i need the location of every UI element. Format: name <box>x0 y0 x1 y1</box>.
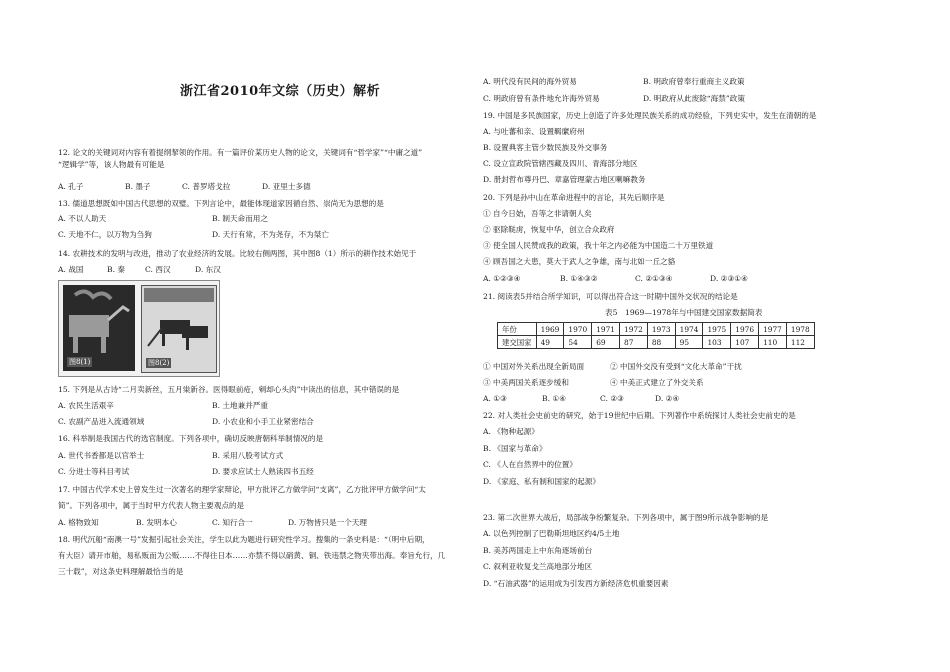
table-cell: 1972 <box>620 323 648 336</box>
q17-option-c: C. 知行合一 <box>212 518 253 527</box>
table-cell: 112 <box>786 336 814 349</box>
figure-8-2-caption: 图8(2) <box>148 359 170 367</box>
q15-option-d: D. 小农业和小手工业紧密结合 <box>212 417 314 426</box>
q17-text-2: 简”。下列各项中，属于当时甲方代表人物主要观点的是 <box>58 501 245 510</box>
table-cell: 年份 <box>498 323 537 336</box>
q17-option-a: A. 格物致知 <box>58 518 99 527</box>
q14-option-c: C. 西汉 <box>145 265 171 274</box>
q21-option-d: D. ②④ <box>655 394 680 403</box>
q18-option-c: C. 明政府曾有条件地允许海外贸易 <box>483 94 600 103</box>
table-cell: 49 <box>536 336 564 349</box>
q22-option-b: B. 《国家与革命》 <box>483 444 547 453</box>
q12-option-a: A. 孔子 <box>58 182 84 191</box>
figure-8-1-image <box>63 285 135 371</box>
table-cell: 88 <box>647 336 675 349</box>
q20-option-d: D. ②③①④ <box>710 274 748 283</box>
q21-item-3: ③ 中美两国关系逐步缓和 <box>483 378 569 387</box>
q20-item-4: ④ 顾吾国之大患，莫大于武人之争雄，南与北如一丘之貉 <box>483 257 676 266</box>
table-cell: 1974 <box>675 323 703 336</box>
figure-8-1-caption: 图8(1) <box>69 358 91 366</box>
q23-option-d: D. “石油武器”的运用成为引发西方新经济危机重要因素 <box>483 579 669 588</box>
q12-option-d: D. 亚里士多德 <box>262 182 311 191</box>
q20-item-1: ① 自今日始，吾等之非请朝人矣 <box>483 209 592 218</box>
q21-option-b: B. ①④ <box>542 394 567 403</box>
table-cell: 110 <box>759 336 787 349</box>
q18-text-2: 有大臣）请开市舶，易私贩而为公贩……不得往日本……亦禁不得以硝黄、铜、铁违禁之物夹带出海。奉旨允行，几 <box>58 551 446 560</box>
q13-option-c: C. 天地不仁，以万物为刍狗 <box>58 230 152 239</box>
q16-text: 16. 科举制是我国古代的选官制度。下列各项中，确切反映唐朝科举制情况的是 <box>58 434 324 443</box>
q20-option-a: A. ①②③④ <box>483 274 521 283</box>
q18-option-b: B. 明政府曾奉行重商主义政策 <box>643 77 745 86</box>
q19-option-b: B. 设置典客主管少数民族及外交事务 <box>483 143 608 152</box>
table-cell: 95 <box>675 336 703 349</box>
q13-option-a: A. 不以人助天 <box>58 214 107 223</box>
q15-option-a: A. 农民生活艰辛 <box>58 401 114 410</box>
q20-option-c: C. ②①③④ <box>635 274 673 283</box>
q12-option-b: B. 墨子 <box>125 182 151 191</box>
q14-option-d: D. 东汉 <box>195 265 221 274</box>
table-cell: 1969 <box>536 323 564 336</box>
q13-text: 13. 儒道思想既如中国古代思想的双璧。下列言论中，最能体现道家因循自然、崇尚无为思想的是 <box>58 199 384 208</box>
q22-option-d: D. 《家庭、私有制和国家的起源》 <box>483 477 600 486</box>
q18-text-3: 三十载”，对这条史料理解最恰当的是 <box>58 567 184 576</box>
table-cell: 1973 <box>647 323 675 336</box>
table-cell: 69 <box>592 336 620 349</box>
q15-text: 15. 下列是从古诗“二月卖新丝，五月粜新谷。医得眼前疮，剜却心头肉”中读出的信息，其中错误的是 <box>58 385 400 394</box>
q16-option-c: C. 分进士等科目考试 <box>58 467 130 476</box>
table-cell: 87 <box>620 336 648 349</box>
q23-text: 23. 第二次世界大战后，局部战争纷繁复杂。下列各项中，属于图9所示战争影响的是 <box>483 513 769 522</box>
q12-option-c: C. 普罗塔戈拉 <box>182 182 231 191</box>
q14-option-b: B. 秦 <box>107 265 126 274</box>
table-row <box>498 336 815 349</box>
q19-text: 19. 中国是多民族国家，历史上创造了许多处理民族关系的成功经验，下列史实中，发生在清朝的是 <box>483 111 817 120</box>
q19-option-d: D. 册封哲布尊丹巴、章嘉管理蒙古地区喇嘛教务 <box>483 175 646 184</box>
table-cell: 建交国家 <box>498 336 537 349</box>
q16-option-d: D. 要求应试士人熟读四书五经 <box>212 467 314 476</box>
table-cell: 1976 <box>731 323 759 336</box>
q13-option-d: D. 天行有常，不为尧存，不为桀亡 <box>212 230 329 239</box>
q15-option-b: B. 土地兼并严重 <box>212 401 268 410</box>
q12-text-1: 12. 论文的关键词对内容有着提纲挈领的作用。有一篇评价某历史人物的论文，关键词有“哲学家”“中庸之道” <box>58 148 423 157</box>
q15-option-c: C. 农副产品进入流通领域 <box>58 417 145 426</box>
table-cell: 1970 <box>564 323 592 336</box>
q21-item-2: ② 中国外交没有受到“文化大革命”干扰 <box>610 362 742 371</box>
table-cell: 1975 <box>703 323 731 336</box>
q19-option-c: C. 设立宣政院管辖西藏及四川、青海部分地区 <box>483 159 638 168</box>
table-cell: 107 <box>731 336 759 349</box>
table-caption: 表5 1969—1978年与中国建交国家数据简表 <box>605 308 763 317</box>
q22-text: 22. 对人类社会史前史的研究，始于19世纪中后期。下列著作中系统探讨人类社会史前史的是 <box>483 411 796 420</box>
q16-option-a: A. 世代书香都是以官举士 <box>58 451 145 460</box>
q12-text-2: “逻辑学”等，该人物最有可能是 <box>58 160 165 169</box>
table-cell: 103 <box>703 336 731 349</box>
page-title: 浙江省2010年文综（历史）解析 <box>180 84 381 99</box>
q20-text: 20. 下列是孙中山在革命进程中的言论，其先后顺序是 <box>483 193 665 202</box>
figure-8-farming-images <box>58 280 220 377</box>
q17-option-d: D. 万物皆只是一个天理 <box>288 518 367 527</box>
q18-option-d: D. 明政府从此废除“海禁”政策 <box>643 94 745 103</box>
q16-option-b: B. 采用八股考试方式 <box>212 451 284 460</box>
q19-option-a: A. 与吐蕃和亲、设置羁縻府州 <box>483 127 585 136</box>
q23-option-a: A. 以色列控制了巴勒斯坦地区约4/5土地 <box>483 529 620 538</box>
q21-item-4: ④ 中美正式建立了外交关系 <box>610 378 704 387</box>
q21-option-a: A. ①③ <box>483 394 507 403</box>
q23-option-b: B. 美苏两国走上中东角逐场前台 <box>483 546 593 555</box>
q13-option-b: B. 制天命而用之 <box>212 214 268 223</box>
table-cell: 54 <box>564 336 592 349</box>
q23-option-c: C. 叙利亚收复戈兰高地部分地区 <box>483 562 593 571</box>
q14-option-a: A. 战国 <box>58 265 84 274</box>
figure-8-2-image <box>141 285 217 373</box>
q20-item-3: ③ 使全国人民赞成我的政策，我十年之内必能为中国造二十万里铁道 <box>483 241 714 250</box>
q21-item-1: ① 中国对外关系出现全新局面 <box>483 362 585 371</box>
diplomatic-relations-table <box>497 322 815 349</box>
q20-option-b: B. ①④③② <box>560 274 598 283</box>
table-cell: 1978 <box>786 323 814 336</box>
q18-text-1: 18. 明代沉船“南澳一号”发掘引起社会关注，学生以此为题进行研究性学习。搜集的一条史料是：“（明中后期， <box>58 535 430 544</box>
table-cell: 1977 <box>759 323 787 336</box>
q17-option-b: B. 发明本心 <box>136 518 177 527</box>
q22-option-a: A. 《物种起源》 <box>483 427 539 436</box>
q14-text: 14. 农耕技术的发明与改进，推动了农业经济的发展。比较右侧两图，其中图8（1）所示的耕作技术始见于 <box>58 249 417 258</box>
table-row <box>498 323 815 336</box>
q21-option-c: C. ②③ <box>600 394 624 403</box>
q18-option-a: A. 明代没有民间的海外贸易 <box>483 77 577 86</box>
q20-item-2: ② 驱除鞑虏，恢复中华，创立合众政府 <box>483 225 615 234</box>
q21-text: 21. 阅读表5并结合所学知识，可以得出符合这一时期中国外交状况的结论是 <box>483 292 738 301</box>
table-cell: 1971 <box>592 323 620 336</box>
q17-text-1: 17. 中国古代学术史上曾发生过一次著名的理学家辩论，甲方批评乙方做学问“支离”，乙方批评甲方做学问“太 <box>58 485 426 494</box>
q22-option-c: C. 《人在自然界中的位置》 <box>483 460 577 469</box>
